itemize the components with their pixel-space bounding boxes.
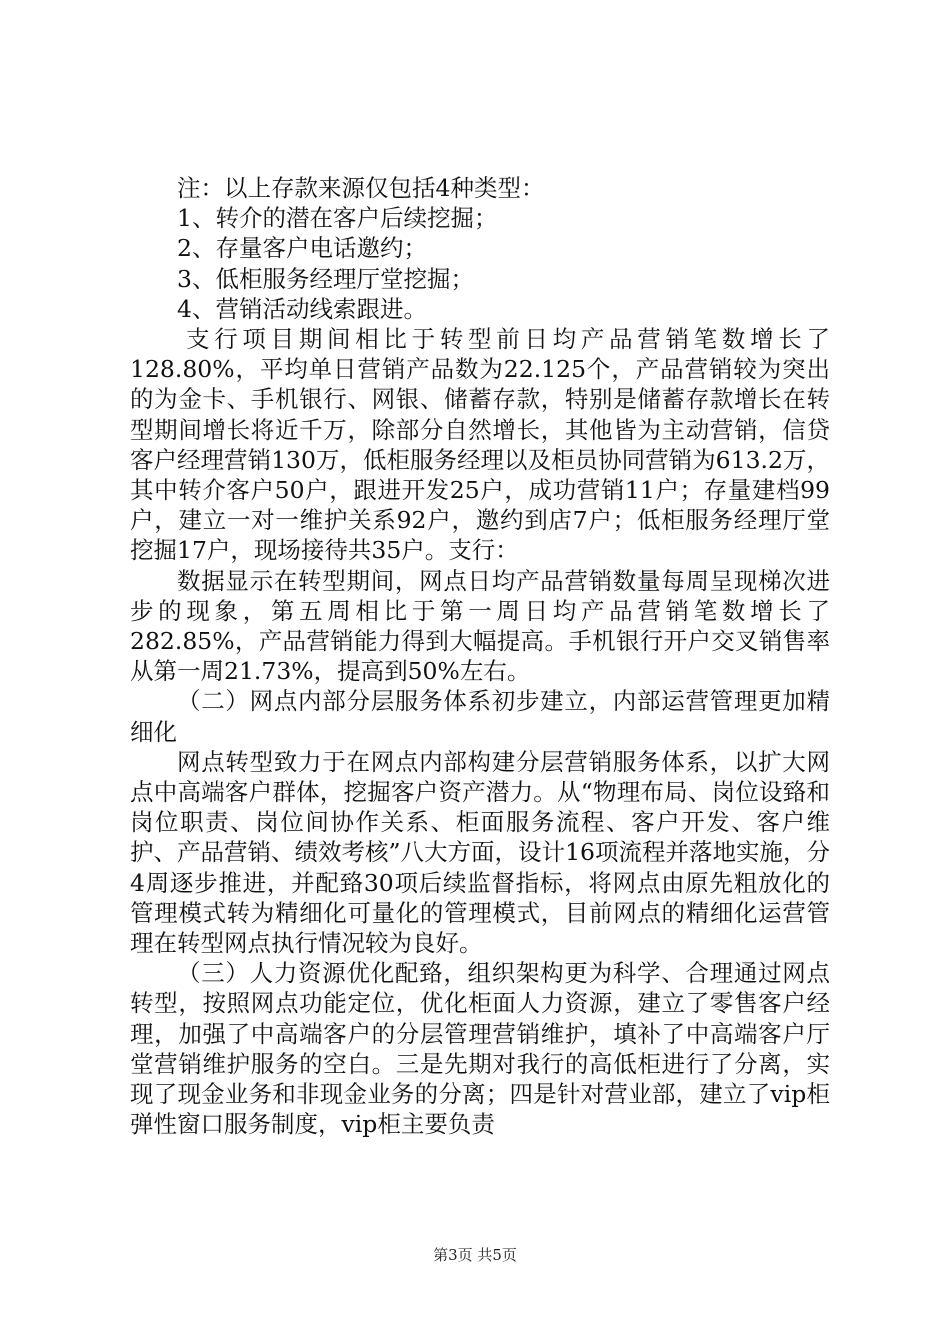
body-paragraph-service-system: 网点转型致力于在网点内部构建分层营销服务体系，以扩大网点中高端客户群体，挖掘客户资产潜力。从“物理布局、岗位设臵和岗位职责、岗位间协作关系、柜面服务流程、客户开发、客户维护、产品营销、绩效考核”八大方面，设计16项流程并落地实施，分4周逐步推进，并配臵30项后续监督指标，将网点由原先粗放化的管理模式转为精细化可量化的管理模式，目前网点的精细化运营管理在转型网点执行情况较为良好。 [130, 747, 830, 958]
list-item-4: 4、营销活动线索跟进。 [177, 294, 427, 323]
body-paragraph-hr-optimization: （三）人力资源优化配臵，组织架构更为科学、合理通过网点转型，按照网点功能定位，优化柜面人力资源，建立了零售客户经理，加强了中高端客户的分层管理营销维护，填补了中高端客户厅堂营销维护服务的空白。三是先期对我行的高低柜进行了分离，实现了现金业务和非现金业务的分离；四是针对营业部，建立了vip柜弹性窗口服务制度，vip柜主要负责 [130, 959, 830, 1139]
body-paragraph-branch-results: 支行项目期间相比于转型前日均产品营销笔数增长了128.80%，平均单日营销产品数为22.125个，产品营销较为突出的为金卡、手机银行、网银、储蓄存款，特别是储蓄存款增长在转型期间增长将近千万，除部分自然增长，其他皆为主动营销，信贷客户经理营销130万，低柜服务经理以及柜员协同营销为613.2万，其中转介客户50户，跟进开发25户，成功营销11户；存量建档99户，建立一对一维护关系92户，邀约到店7户；低柜服务经理厅堂挖掘17户，现场接待共35户。支行： [130, 325, 830, 565]
list-item-3: 3、低柜服务经理厅堂挖掘； [177, 264, 474, 293]
document-body [130, 173, 830, 1140]
body-paragraph-data-trend: 数据显示在转型期间，网点日均产品营销数量每周呈现梯次进步的现象，第五周相比于第一周日均产品营销笔数增长了282.85%，产品营销能力得到大幅提高。手机银行开户交叉销售率从第一周21.73%，提高到50%左右。 [130, 566, 830, 686]
list-item-2: 2、存量客户电话邀约； [177, 234, 427, 263]
list-item-1: 1、转介的潜在客户后续挖掘； [177, 204, 498, 233]
section-heading-2: （二）网点内部分层服务体系初步建立，内部运营管理更加精细化 [130, 687, 830, 746]
page-footer: 第3页 共5页 [433, 1246, 517, 1264]
note-paragraph: 注：以上存款来源仅包括4种类型： [177, 174, 545, 202]
